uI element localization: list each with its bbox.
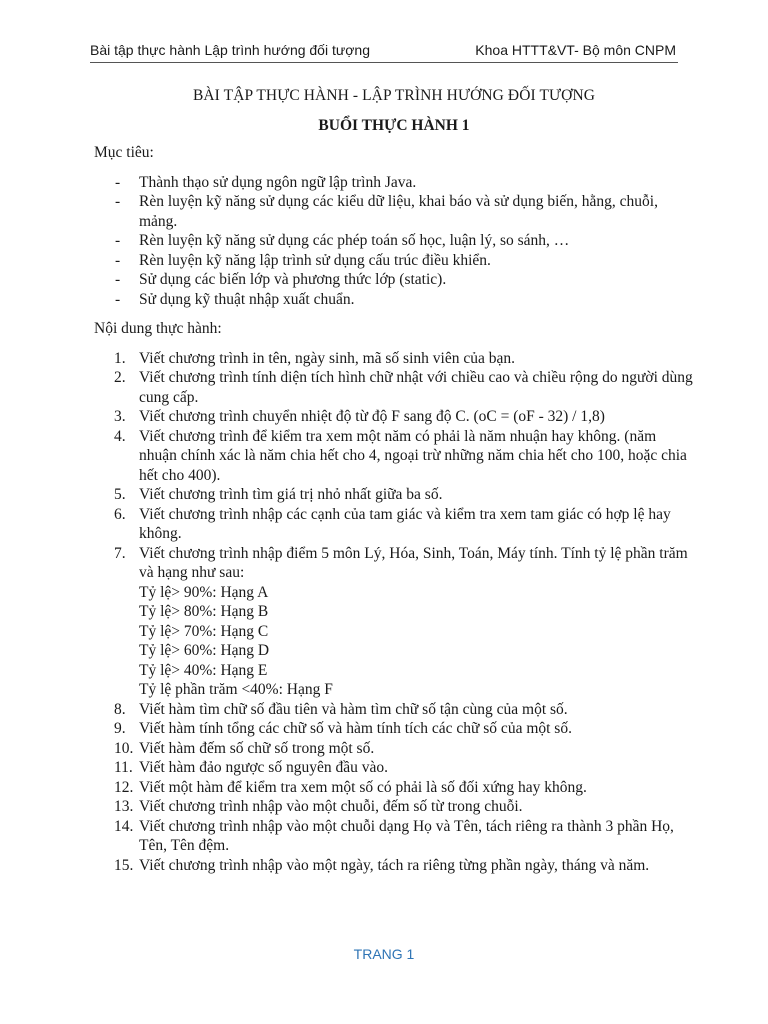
task-item bbox=[94, 407, 694, 427]
task-number: 12. bbox=[114, 778, 134, 796]
task-text: Viết chương trình nhập các cạnh của tam giác và kiểm tra xem tam giác có hợp lệ hay không. bbox=[139, 505, 671, 542]
task-text: Viết chương trình tính diện tích hình chữ nhật với chiều cao và chiều rộng do người dùng cung cấp. bbox=[139, 369, 693, 406]
goal-item bbox=[94, 270, 694, 290]
task-number: 8. bbox=[114, 700, 126, 718]
task-number: 2. bbox=[114, 369, 126, 386]
task-item bbox=[94, 368, 694, 407]
task-number: 9. bbox=[114, 720, 126, 737]
task-text: Viết chương trình tìm giá trị nhỏ nhất giữa ba số. bbox=[139, 486, 443, 503]
document-title: BÀI TẬP THỰC HÀNH - LẬP TRÌNH HƯỚNG ĐỐI TƯỢNG bbox=[192, 87, 596, 104]
document-body bbox=[94, 86, 694, 875]
task-text: Viết hàm tính tổng các chữ số và hàm tính tích các chữ số của một số. bbox=[139, 720, 572, 737]
task-number: 7. bbox=[114, 544, 126, 562]
task-item bbox=[94, 427, 694, 486]
task-number: 14. bbox=[114, 817, 134, 835]
goal-item bbox=[94, 192, 694, 231]
task-item bbox=[94, 485, 694, 505]
task-number: 15. bbox=[114, 856, 134, 874]
goal-text: Sử dụng các biến lớp và phương thức lớp (static). bbox=[139, 271, 447, 288]
header-course-title: Bài tập thực hành Lập trình hướng đối tượng bbox=[90, 42, 370, 58]
content-label: Nội dung thực hành: bbox=[94, 320, 222, 337]
task-text: Viết chương trình nhập vào một chuỗi, đếm số từ trong chuỗi. bbox=[139, 798, 523, 815]
goal-item bbox=[94, 251, 694, 271]
grade-rule: Tỷ lệ> 60%: Hạng D bbox=[139, 642, 270, 659]
task-number: 3. bbox=[114, 408, 126, 425]
page-number: TRANG 1 bbox=[353, 946, 415, 962]
page-header bbox=[90, 40, 678, 63]
bullet-dash: - bbox=[115, 173, 121, 191]
task-item bbox=[94, 544, 694, 700]
goal-text: Rèn luyện kỹ năng lập trình sử dụng cấu trúc điều khiển. bbox=[139, 251, 491, 269]
header-department: Khoa HTTT&VT- Bộ môn CNPM bbox=[475, 42, 676, 58]
goal-text: Rèn luyện kỹ năng sử dụng các phép toán số học, luận lý, so sánh, … bbox=[139, 232, 570, 249]
grade-rule: Tỷ lệ> 40%: Hạng E bbox=[139, 661, 268, 679]
task-item bbox=[94, 700, 694, 720]
bullet-dash: - bbox=[115, 251, 121, 269]
grade-rule: Tỷ lệ> 90%: Hạng A bbox=[139, 583, 269, 601]
task-number: 13. bbox=[114, 798, 134, 815]
task-text: Viết chương trình in tên, ngày sinh, mã số sinh viên của bạn. bbox=[139, 349, 515, 367]
task-item bbox=[94, 739, 694, 759]
bullet-dash: - bbox=[115, 290, 121, 308]
bullet-dash: - bbox=[115, 271, 121, 288]
task-text: Viết hàm đảo ngược số nguyên đầu vào. bbox=[139, 759, 388, 776]
goal-item bbox=[94, 231, 694, 251]
task-text: Viết hàm tìm chữ số đầu tiên và hàm tìm chữ số tận cùng của một số. bbox=[139, 700, 568, 718]
task-text: Viết chương trình chuyển nhiệt độ từ độ F sang độ C. (oC = (oF - 32) / 1,8) bbox=[139, 408, 605, 425]
task-item bbox=[94, 817, 694, 856]
tasks-list bbox=[94, 349, 694, 876]
task-number: 4. bbox=[114, 427, 126, 445]
task-number: 11. bbox=[114, 759, 133, 776]
goals-list bbox=[94, 173, 694, 310]
goals-label: Mục tiêu: bbox=[94, 144, 154, 161]
task-item bbox=[94, 797, 694, 817]
task-item bbox=[94, 856, 694, 876]
grade-rule: Tỷ lệ> 80%: Hạng B bbox=[139, 603, 269, 620]
goal-item bbox=[94, 290, 694, 310]
task-item bbox=[94, 505, 694, 544]
goal-text: Rèn luyện kỹ năng sử dụng các kiểu dữ liệu, khai báo và sử dụng biến, hằng, chuỗi, mảng. bbox=[139, 193, 658, 230]
task-text: Viết hàm đếm số chữ số trong một số. bbox=[139, 739, 375, 757]
task-item bbox=[94, 758, 694, 778]
document-subtitle: BUỔI THỰC HÀNH 1 bbox=[318, 116, 470, 134]
task-text: Viết chương trình để kiểm tra xem một năm có phải là năm nhuận hay không. (năm nhuận chính xác là năm chia hết cho 4, ngoại trừ những năm chia hết cho 100, hoặc chia hết cho 400). bbox=[139, 427, 687, 484]
bullet-dash: - bbox=[115, 193, 121, 210]
task-text: Viết chương trình nhập vào một ngày, tách ra riêng từng phần ngày, tháng và năm. bbox=[139, 856, 650, 874]
grade-rule: Tỷ lệ> 70%: Hạng C bbox=[139, 622, 269, 640]
task-text: Viết chương trình nhập điểm 5 môn Lý, Hóa, Sinh, Toán, Máy tính. Tính tỷ lệ phần trăm và hạng như sau: bbox=[139, 544, 688, 581]
task-number: 5. bbox=[114, 486, 126, 503]
goal-item bbox=[94, 173, 694, 193]
task-item bbox=[94, 719, 694, 739]
task-number: 10. bbox=[114, 739, 134, 757]
task-item bbox=[94, 349, 694, 369]
task-text: Viết chương trình nhập vào một chuỗi dạng Họ và Tên, tách riêng ra thành 3 phần Họ, Tên, Tên đệm. bbox=[139, 817, 674, 854]
task-number: 1. bbox=[114, 349, 126, 367]
task-item bbox=[94, 778, 694, 798]
task-number: 6. bbox=[114, 505, 126, 523]
task-text: Viết một hàm để kiểm tra xem một số có phải là số đối xứng hay không. bbox=[139, 778, 587, 796]
goal-text: Thành thạo sử dụng ngôn ngữ lập trình Java. bbox=[139, 173, 417, 191]
grade-rule: Tỷ lệ phần trăm <40%: Hạng F bbox=[139, 681, 333, 698]
goal-text: Sử dụng kỹ thuật nhập xuất chuẩn. bbox=[139, 290, 355, 308]
bullet-dash: - bbox=[115, 232, 121, 249]
